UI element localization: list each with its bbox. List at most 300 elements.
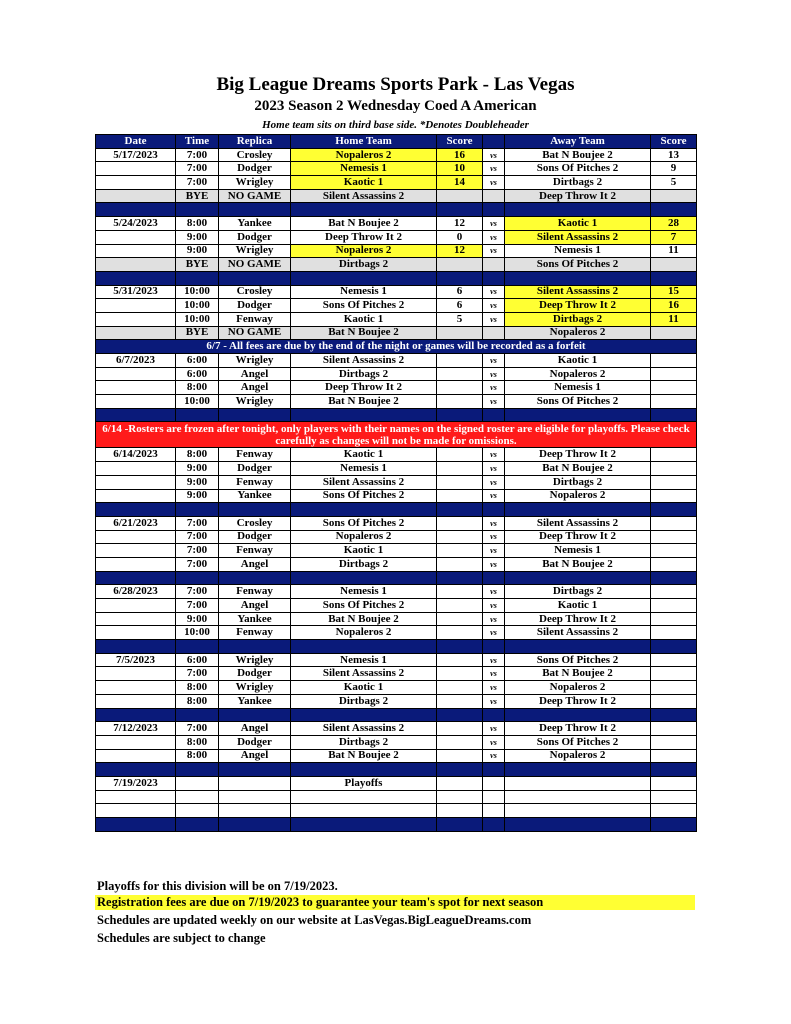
home-score-cell: 5 — [437, 312, 483, 326]
away-team-cell: Sons Of Pitches 2 — [505, 735, 651, 749]
away-score-cell — [651, 653, 697, 667]
away-score-cell — [651, 381, 697, 395]
game-row — [96, 530, 697, 544]
replica-cell: Angel — [219, 749, 291, 763]
vs-cell: vs — [483, 312, 505, 326]
date-cell — [96, 395, 176, 409]
home-score-cell — [437, 258, 483, 272]
away-team-cell: Deep Throw It 2 — [505, 694, 651, 708]
col-time: Time — [176, 135, 219, 149]
time-cell: 10:00 — [176, 626, 219, 640]
home-score-cell — [437, 354, 483, 368]
away-score-cell — [651, 722, 697, 736]
away-team-cell — [505, 804, 651, 818]
separator-cell — [483, 818, 505, 832]
separator-cell — [651, 708, 697, 722]
separator-cell — [176, 640, 219, 654]
game-row — [96, 230, 697, 244]
separator-row — [96, 408, 697, 422]
home-score-cell — [437, 489, 483, 503]
date-cell — [96, 312, 176, 326]
vs-cell: vs — [483, 244, 505, 258]
away-score-cell — [651, 530, 697, 544]
home-team-cell: Nopaleros 2 — [291, 530, 437, 544]
vs-cell: vs — [483, 176, 505, 190]
separator-cell — [291, 818, 437, 832]
away-team-cell: Bat N Boujee 2 — [505, 557, 651, 571]
date-cell: 6/28/2023 — [96, 585, 176, 599]
vs-cell: vs — [483, 599, 505, 613]
home-team-cell: Sons Of Pitches 2 — [291, 489, 437, 503]
home-score-cell — [437, 585, 483, 599]
date-cell — [96, 244, 176, 258]
away-team-cell: Nopaleros 2 — [505, 749, 651, 763]
away-team-cell: Nopaleros 2 — [505, 367, 651, 381]
schedule-table — [95, 134, 697, 832]
replica-cell: Wrigley — [219, 395, 291, 409]
vs-cell: vs — [483, 694, 505, 708]
away-team-cell: Deep Throw It 2 — [505, 722, 651, 736]
game-row — [96, 244, 697, 258]
vs-cell: vs — [483, 285, 505, 299]
game-row — [96, 694, 697, 708]
game-row — [96, 612, 697, 626]
time-cell: 10:00 — [176, 312, 219, 326]
separator-cell — [219, 763, 291, 777]
away-score-cell — [651, 448, 697, 462]
time-cell: 7:00 — [176, 599, 219, 613]
away-score-cell — [651, 489, 697, 503]
game-row — [96, 749, 697, 763]
away-score-cell — [651, 667, 697, 681]
replica-cell: Crosley — [219, 148, 291, 162]
away-team-cell: Silent Assassins 2 — [505, 516, 651, 530]
vs-cell: vs — [483, 735, 505, 749]
vs-cell: vs — [483, 354, 505, 368]
separator-cell — [651, 203, 697, 217]
home-team-cell: Kaotic 1 — [291, 681, 437, 695]
home-team-cell: Nemesis 1 — [291, 285, 437, 299]
separator-cell — [483, 503, 505, 517]
vs-cell: vs — [483, 557, 505, 571]
home-score-cell — [437, 612, 483, 626]
vs-cell: vs — [483, 230, 505, 244]
home-score-cell — [437, 326, 483, 340]
vs-cell: vs — [483, 653, 505, 667]
away-team-cell: Kaotic 1 — [505, 599, 651, 613]
date-cell — [96, 735, 176, 749]
col-home-team: Home Team — [291, 135, 437, 149]
vs-cell — [483, 326, 505, 340]
home-team-cell: Sons Of Pitches 2 — [291, 299, 437, 313]
game-row — [96, 312, 697, 326]
away-team-cell — [505, 776, 651, 790]
game-row — [96, 448, 697, 462]
separator-cell — [505, 571, 651, 585]
separator-cell — [437, 818, 483, 832]
home-score-cell — [437, 804, 483, 818]
away-team-cell: Dirtbags 2 — [505, 176, 651, 190]
date-cell: 6/14/2023 — [96, 448, 176, 462]
separator-cell — [651, 503, 697, 517]
vs-cell: vs — [483, 448, 505, 462]
home-team-cell: Kaotic 1 — [291, 448, 437, 462]
replica-cell: Fenway — [219, 448, 291, 462]
vs-cell: vs — [483, 462, 505, 476]
bye-row — [96, 326, 697, 340]
home-score-cell: 12 — [437, 244, 483, 258]
vs-cell — [483, 804, 505, 818]
date-cell — [96, 804, 176, 818]
away-team-cell: Deep Throw It 2 — [505, 299, 651, 313]
away-team-cell: Sons Of Pitches 2 — [505, 258, 651, 272]
home-team-cell: Kaotic 1 — [291, 176, 437, 190]
bye-row — [96, 189, 697, 203]
date-cell: 5/31/2023 — [96, 285, 176, 299]
separator-cell — [483, 640, 505, 654]
home-team-cell: Nopaleros 2 — [291, 626, 437, 640]
game-row — [96, 217, 697, 231]
separator-cell — [651, 818, 697, 832]
separator-cell — [437, 408, 483, 422]
away-team-cell: Sons Of Pitches 2 — [505, 653, 651, 667]
replica-cell: NO GAME — [219, 326, 291, 340]
replica-cell: Yankee — [219, 217, 291, 231]
time-cell: 8:00 — [176, 217, 219, 231]
date-cell — [96, 489, 176, 503]
date-cell — [96, 681, 176, 695]
time-cell: BYE — [176, 258, 219, 272]
away-team-cell: Nopaleros 2 — [505, 681, 651, 695]
home-score-cell — [437, 599, 483, 613]
date-cell — [96, 189, 176, 203]
replica-cell: Dodger — [219, 230, 291, 244]
away-score-cell — [651, 599, 697, 613]
away-score-cell — [651, 395, 697, 409]
separator-cell — [651, 640, 697, 654]
vs-cell: vs — [483, 626, 505, 640]
separator-cell — [96, 571, 176, 585]
home-score-cell: 12 — [437, 217, 483, 231]
separator-cell — [176, 203, 219, 217]
replica-cell: Wrigley — [219, 244, 291, 258]
away-team-cell: Sons Of Pitches 2 — [505, 162, 651, 176]
time-cell: 7:00 — [176, 148, 219, 162]
separator-cell — [437, 203, 483, 217]
date-cell: 5/24/2023 — [96, 217, 176, 231]
away-score-cell: 9 — [651, 162, 697, 176]
time-cell — [176, 776, 219, 790]
separator-cell — [219, 571, 291, 585]
game-row — [96, 544, 697, 558]
date-cell — [96, 462, 176, 476]
replica-cell: NO GAME — [219, 189, 291, 203]
home-score-cell — [437, 367, 483, 381]
date-cell — [96, 544, 176, 558]
separator-cell — [505, 271, 651, 285]
game-row — [96, 148, 697, 162]
away-team-cell: Deep Throw It 2 — [505, 530, 651, 544]
game-row — [96, 681, 697, 695]
away-score-cell — [651, 735, 697, 749]
away-team-cell: Kaotic 1 — [505, 217, 651, 231]
time-cell: BYE — [176, 189, 219, 203]
alert-row — [96, 422, 697, 448]
footer-playoffs: Playoffs for this division will be on 7/19/2023. — [97, 879, 338, 893]
col-away-team: Away Team — [505, 135, 651, 149]
replica-cell: Wrigley — [219, 354, 291, 368]
replica-cell: Fenway — [219, 585, 291, 599]
away-team-cell — [505, 790, 651, 804]
home-score-cell — [437, 667, 483, 681]
away-team-cell: Silent Assassins 2 — [505, 230, 651, 244]
vs-cell: vs — [483, 530, 505, 544]
home-team-cell: Silent Assassins 2 — [291, 722, 437, 736]
separator-cell — [505, 203, 651, 217]
away-team-cell: Nopaleros 2 — [505, 489, 651, 503]
home-team-cell: Deep Throw It 2 — [291, 381, 437, 395]
away-score-cell — [651, 776, 697, 790]
separator-cell — [291, 503, 437, 517]
separator-cell — [291, 571, 437, 585]
date-cell — [96, 299, 176, 313]
away-team-cell: Sons Of Pitches 2 — [505, 395, 651, 409]
home-score-cell: 10 — [437, 162, 483, 176]
footer-disclaimer: Schedules are subject to change — [97, 931, 266, 945]
away-score-cell — [651, 585, 697, 599]
date-cell — [96, 162, 176, 176]
vs-cell: vs — [483, 681, 505, 695]
home-team-cell: Bat N Boujee 2 — [291, 612, 437, 626]
replica-cell — [219, 804, 291, 818]
replica-cell: NO GAME — [219, 258, 291, 272]
replica-cell: Angel — [219, 722, 291, 736]
away-score-cell — [651, 516, 697, 530]
home-team-cell: Silent Assassins 2 — [291, 475, 437, 489]
date-cell — [96, 176, 176, 190]
replica-cell: Fenway — [219, 475, 291, 489]
separator-cell — [291, 408, 437, 422]
separator-cell — [651, 271, 697, 285]
game-row — [96, 285, 697, 299]
time-cell: 8:00 — [176, 694, 219, 708]
table-header-row — [96, 135, 697, 149]
home-score-cell — [437, 626, 483, 640]
time-cell: 9:00 — [176, 462, 219, 476]
separator-cell — [505, 818, 651, 832]
date-cell — [96, 749, 176, 763]
game-row — [96, 599, 697, 613]
replica-cell: Wrigley — [219, 681, 291, 695]
time-cell — [176, 790, 219, 804]
time-cell: 10:00 — [176, 299, 219, 313]
separator-cell — [437, 763, 483, 777]
separator-cell — [96, 408, 176, 422]
separator-cell — [96, 708, 176, 722]
home-score-cell — [437, 749, 483, 763]
time-cell: 9:00 — [176, 612, 219, 626]
away-team-cell: Deep Throw It 2 — [505, 448, 651, 462]
separator-cell — [219, 818, 291, 832]
home-team-cell: Silent Assassins 2 — [291, 189, 437, 203]
home-team-cell: Dirtbags 2 — [291, 367, 437, 381]
col-replica: Replica — [219, 135, 291, 149]
away-team-cell: Dirtbags 2 — [505, 585, 651, 599]
game-row — [96, 776, 697, 790]
away-team-cell: Silent Assassins 2 — [505, 626, 651, 640]
separator-cell — [176, 271, 219, 285]
away-team-cell: Deep Throw It 2 — [505, 189, 651, 203]
home-team-cell: Nemesis 1 — [291, 653, 437, 667]
separator-cell — [219, 708, 291, 722]
separator-cell — [176, 503, 219, 517]
replica-cell: Yankee — [219, 612, 291, 626]
game-row — [96, 722, 697, 736]
game-row — [96, 475, 697, 489]
replica-cell: Dodger — [219, 162, 291, 176]
away-team-cell: Nemesis 1 — [505, 244, 651, 258]
vs-cell: vs — [483, 299, 505, 313]
col-vs — [483, 135, 505, 149]
away-score-cell — [651, 354, 697, 368]
replica-cell: Angel — [219, 599, 291, 613]
replica-cell: Dodger — [219, 735, 291, 749]
vs-cell: vs — [483, 749, 505, 763]
away-score-cell — [651, 626, 697, 640]
away-score-cell — [651, 462, 697, 476]
replica-cell: Fenway — [219, 544, 291, 558]
replica-cell: Wrigley — [219, 176, 291, 190]
home-team-cell — [291, 804, 437, 818]
separator-cell — [291, 763, 437, 777]
vs-cell: vs — [483, 722, 505, 736]
date-cell: 6/21/2023 — [96, 516, 176, 530]
vs-cell: vs — [483, 381, 505, 395]
replica-cell — [219, 776, 291, 790]
away-score-cell: 7 — [651, 230, 697, 244]
home-team-cell: Nemesis 1 — [291, 585, 437, 599]
separator-cell — [291, 708, 437, 722]
time-cell: 7:00 — [176, 667, 219, 681]
home-score-cell — [437, 381, 483, 395]
vs-cell: vs — [483, 475, 505, 489]
bye-row — [96, 258, 697, 272]
away-score-cell: 13 — [651, 148, 697, 162]
separator-cell — [219, 203, 291, 217]
replica-cell: Dodger — [219, 299, 291, 313]
date-cell: 6/7/2023 — [96, 354, 176, 368]
vs-cell: vs — [483, 544, 505, 558]
separator-cell — [176, 408, 219, 422]
date-cell — [96, 326, 176, 340]
replica-cell: Angel — [219, 367, 291, 381]
home-team-cell: Bat N Boujee 2 — [291, 326, 437, 340]
home-score-cell — [437, 189, 483, 203]
time-cell: 7:00 — [176, 176, 219, 190]
separator-cell — [291, 203, 437, 217]
replica-cell: Yankee — [219, 489, 291, 503]
home-team-cell: Nemesis 1 — [291, 462, 437, 476]
home-team-cell: Dirtbags 2 — [291, 694, 437, 708]
home-team-cell: Kaotic 1 — [291, 312, 437, 326]
notice-row — [96, 340, 697, 354]
home-team-cell: Silent Assassins 2 — [291, 354, 437, 368]
time-cell: 7:00 — [176, 530, 219, 544]
date-cell: 7/12/2023 — [96, 722, 176, 736]
date-cell: 5/17/2023 — [96, 148, 176, 162]
date-cell: 7/19/2023 — [96, 776, 176, 790]
game-row — [96, 489, 697, 503]
date-cell — [96, 694, 176, 708]
separator-cell — [651, 408, 697, 422]
date-cell — [96, 230, 176, 244]
game-row — [96, 381, 697, 395]
date-cell — [96, 790, 176, 804]
separator-cell — [505, 408, 651, 422]
separator-cell — [96, 203, 176, 217]
away-score-cell — [651, 694, 697, 708]
home-team-cell: Bat N Boujee 2 — [291, 395, 437, 409]
separator-cell — [483, 271, 505, 285]
date-cell — [96, 530, 176, 544]
separator-cell — [437, 640, 483, 654]
separator-cell — [505, 503, 651, 517]
date-cell — [96, 557, 176, 571]
game-row — [96, 462, 697, 476]
separator-row — [96, 503, 697, 517]
time-cell: 6:00 — [176, 354, 219, 368]
separator-cell — [483, 571, 505, 585]
replica-cell: Fenway — [219, 312, 291, 326]
replica-cell: Angel — [219, 381, 291, 395]
vs-cell: vs — [483, 612, 505, 626]
home-score-cell: 0 — [437, 230, 483, 244]
away-team-cell: Silent Assassins 2 — [505, 285, 651, 299]
home-score-cell — [437, 790, 483, 804]
home-score-cell — [437, 681, 483, 695]
separator-row — [96, 818, 697, 832]
game-row — [96, 804, 697, 818]
time-cell: 9:00 — [176, 244, 219, 258]
away-score-cell: 28 — [651, 217, 697, 231]
home-team-cell: Dirtbags 2 — [291, 258, 437, 272]
replica-cell: Angel — [219, 557, 291, 571]
separator-cell — [291, 271, 437, 285]
home-team-cell: Deep Throw It 2 — [291, 230, 437, 244]
home-team-cell: Nemesis 1 — [291, 162, 437, 176]
schedule-note: Home team sits on third base side. *Denotes Doubleheader — [262, 119, 529, 131]
home-team-cell: Dirtbags 2 — [291, 557, 437, 571]
separator-cell — [651, 571, 697, 585]
separator-cell — [176, 571, 219, 585]
separator-cell — [96, 818, 176, 832]
away-score-cell: 15 — [651, 285, 697, 299]
separator-cell — [483, 708, 505, 722]
home-score-cell — [437, 448, 483, 462]
date-cell — [96, 667, 176, 681]
home-score-cell — [437, 735, 483, 749]
away-score-cell — [651, 367, 697, 381]
time-cell: 8:00 — [176, 749, 219, 763]
vs-cell: vs — [483, 516, 505, 530]
separator-cell — [176, 763, 219, 777]
away-team-cell: Bat N Boujee 2 — [505, 462, 651, 476]
home-score-cell — [437, 462, 483, 476]
separator-cell — [96, 763, 176, 777]
separator-cell — [483, 763, 505, 777]
vs-cell — [483, 790, 505, 804]
home-score-cell: 14 — [437, 176, 483, 190]
